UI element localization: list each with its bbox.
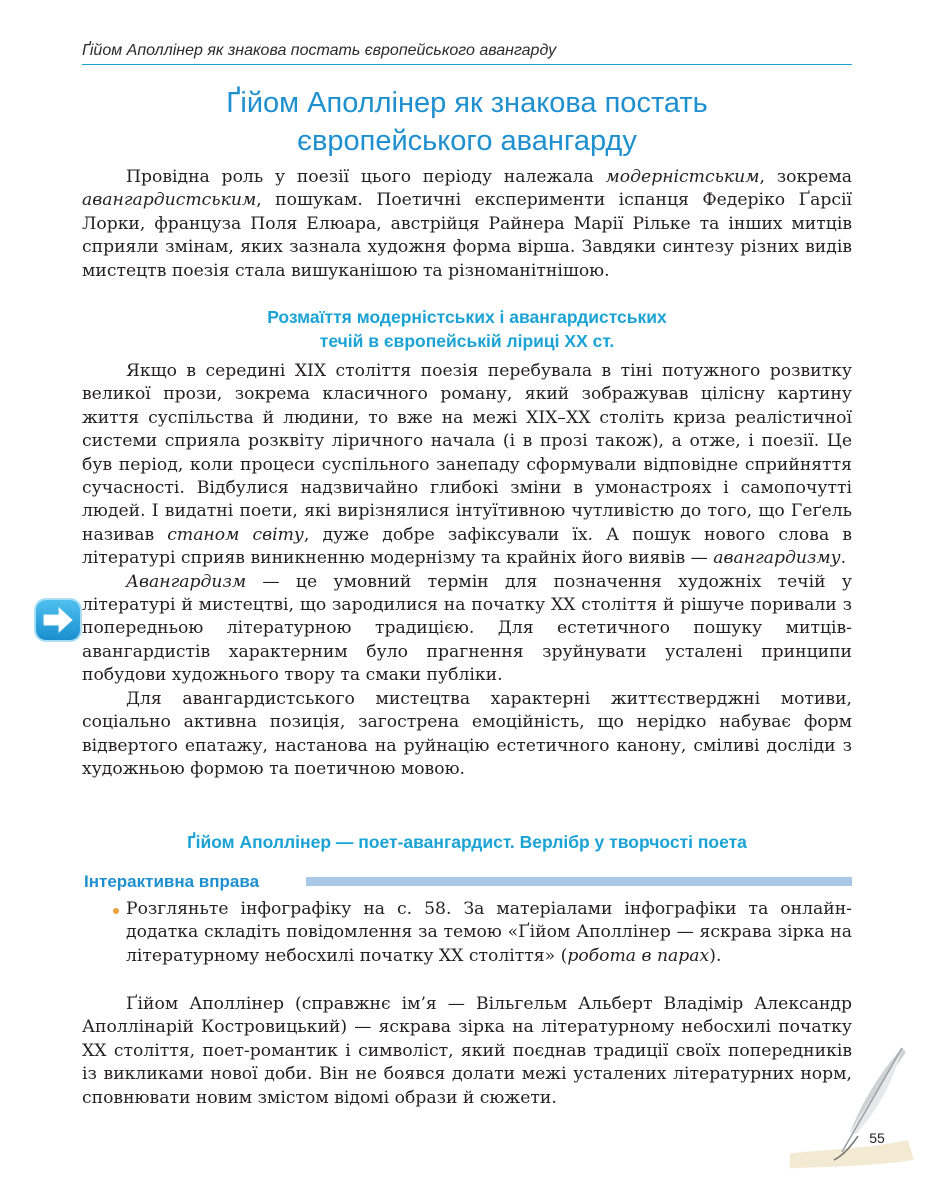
exercise-text: Розгляньте інфографіку на с. 58. За матеріалами інфографіки та онлайн-додатка складіть повідомлення за темою «Ґійом Аполлінер — яскрава зірка на літературному небосхилі початку XX століття» (робота в парах). <box>126 899 852 966</box>
avant-garde-definition-paragraph: Авангардизм — це умовний термін для позначення художніх течій у літературі й мистецтві, що зародилися на початку XX століття й рішуче поривали з попередньою літературною традицією. Для естетичного пошуку митців-авангардистів характерним було прагнення зруйнувати усталені принципи побудови художнього твору та смаки публіки. <box>82 571 852 686</box>
arrow-right-icon <box>36 600 80 640</box>
section-heading-apollinaire: Ґійом Аполлінер — поет-авангардист. Верлібр у творчості поета <box>187 832 747 852</box>
interactive-exercise-header <box>82 872 852 892</box>
exercise-item <box>126 898 852 968</box>
section1-paragraph-1: Якщо в середині XIX століття поезія перебувала в тіні потужного розвитку великої прози, зокрема класичного роману, який зображував цілісну картину життя суспільства й людини, то вже на межі XIX–XX століть криза реалістичної системи сприяла розквіту ліричного начала (і в прозі також), а отже, і поезії. Це був період, коли процеси суспільного занепаду сформували відповідне сприйняття сучасності. Відбулися надзвичайно глибокі зміни в умонастроях і самопочутті людей. І видатні поети, які вирізнялися інтуїтивною чутливістю до того, що Геґель називав станом світу, дуже добре зафіксували їх. А пошук нового слова в літературі сприяв виникненню модернізму та крайніх його виявів — авангардизму. <box>82 361 852 569</box>
interactive-exercise-label: Інтерактивна вправа <box>84 872 260 891</box>
final-block <box>82 993 852 1110</box>
decorative-strip <box>306 877 852 886</box>
intro-block <box>82 166 852 283</box>
apollinaire-bio-paragraph: Ґійом Аполлінер (справжнє ім’я — Вільгельм Альберт Владімір Александр Аполлінарій Костровицький) — яскрава зірка на літературному небосхилі початку XX століття, поет-романтик і символіст, який поєднав традиції своїх попередників із викликами нової доби. Він не боявся долати межі усталених літературних норм, сповнювати новим змістом відомі образи й сюжети. <box>82 994 852 1108</box>
section-heading-modernist-trends: Розмаїття модерністських і авангардистських течій в європейській ліриці XX ст. <box>267 307 667 351</box>
bullet-dot-icon <box>113 908 119 914</box>
section1-paragraph-3: Для авангардистського мистецтва характерні життєстверджні мотиви, соціально активна позиція, загострена емоційність, що нерідко набуває форм відвертого епатажу, настанова на руйнацію естетичного канону, сміливі досліди з художньою формою та поетичною мовою. <box>82 688 852 779</box>
page-title-line-1: Ґійом Аполлінер як знакова постать <box>226 87 708 119</box>
page-number: 55 <box>869 1130 885 1146</box>
page-title <box>82 84 852 160</box>
section1-block <box>82 360 852 781</box>
feather-quill-icon <box>790 1040 920 1170</box>
intro-paragraph: Провідна роль у поезії цього періоду належала модерністським, зокрема авангардистським, пошукам. Поетичні експерименти іспанця Федеріко Ґарсії Лорки, француза Поля Елюара, австрійця Райнера Марії Рільке та інших митців сприяли змінам, яких зазнала художня форма вірша. Завдяки синтезу різних видів мистецтв поезія стала вишуканішою та різноманітнішою. <box>82 167 852 281</box>
running-header: Ґійом Аполлінер як знакова постать європейського авангарду <box>82 42 852 65</box>
page-title-line-2: європейського авангарду <box>297 125 637 157</box>
